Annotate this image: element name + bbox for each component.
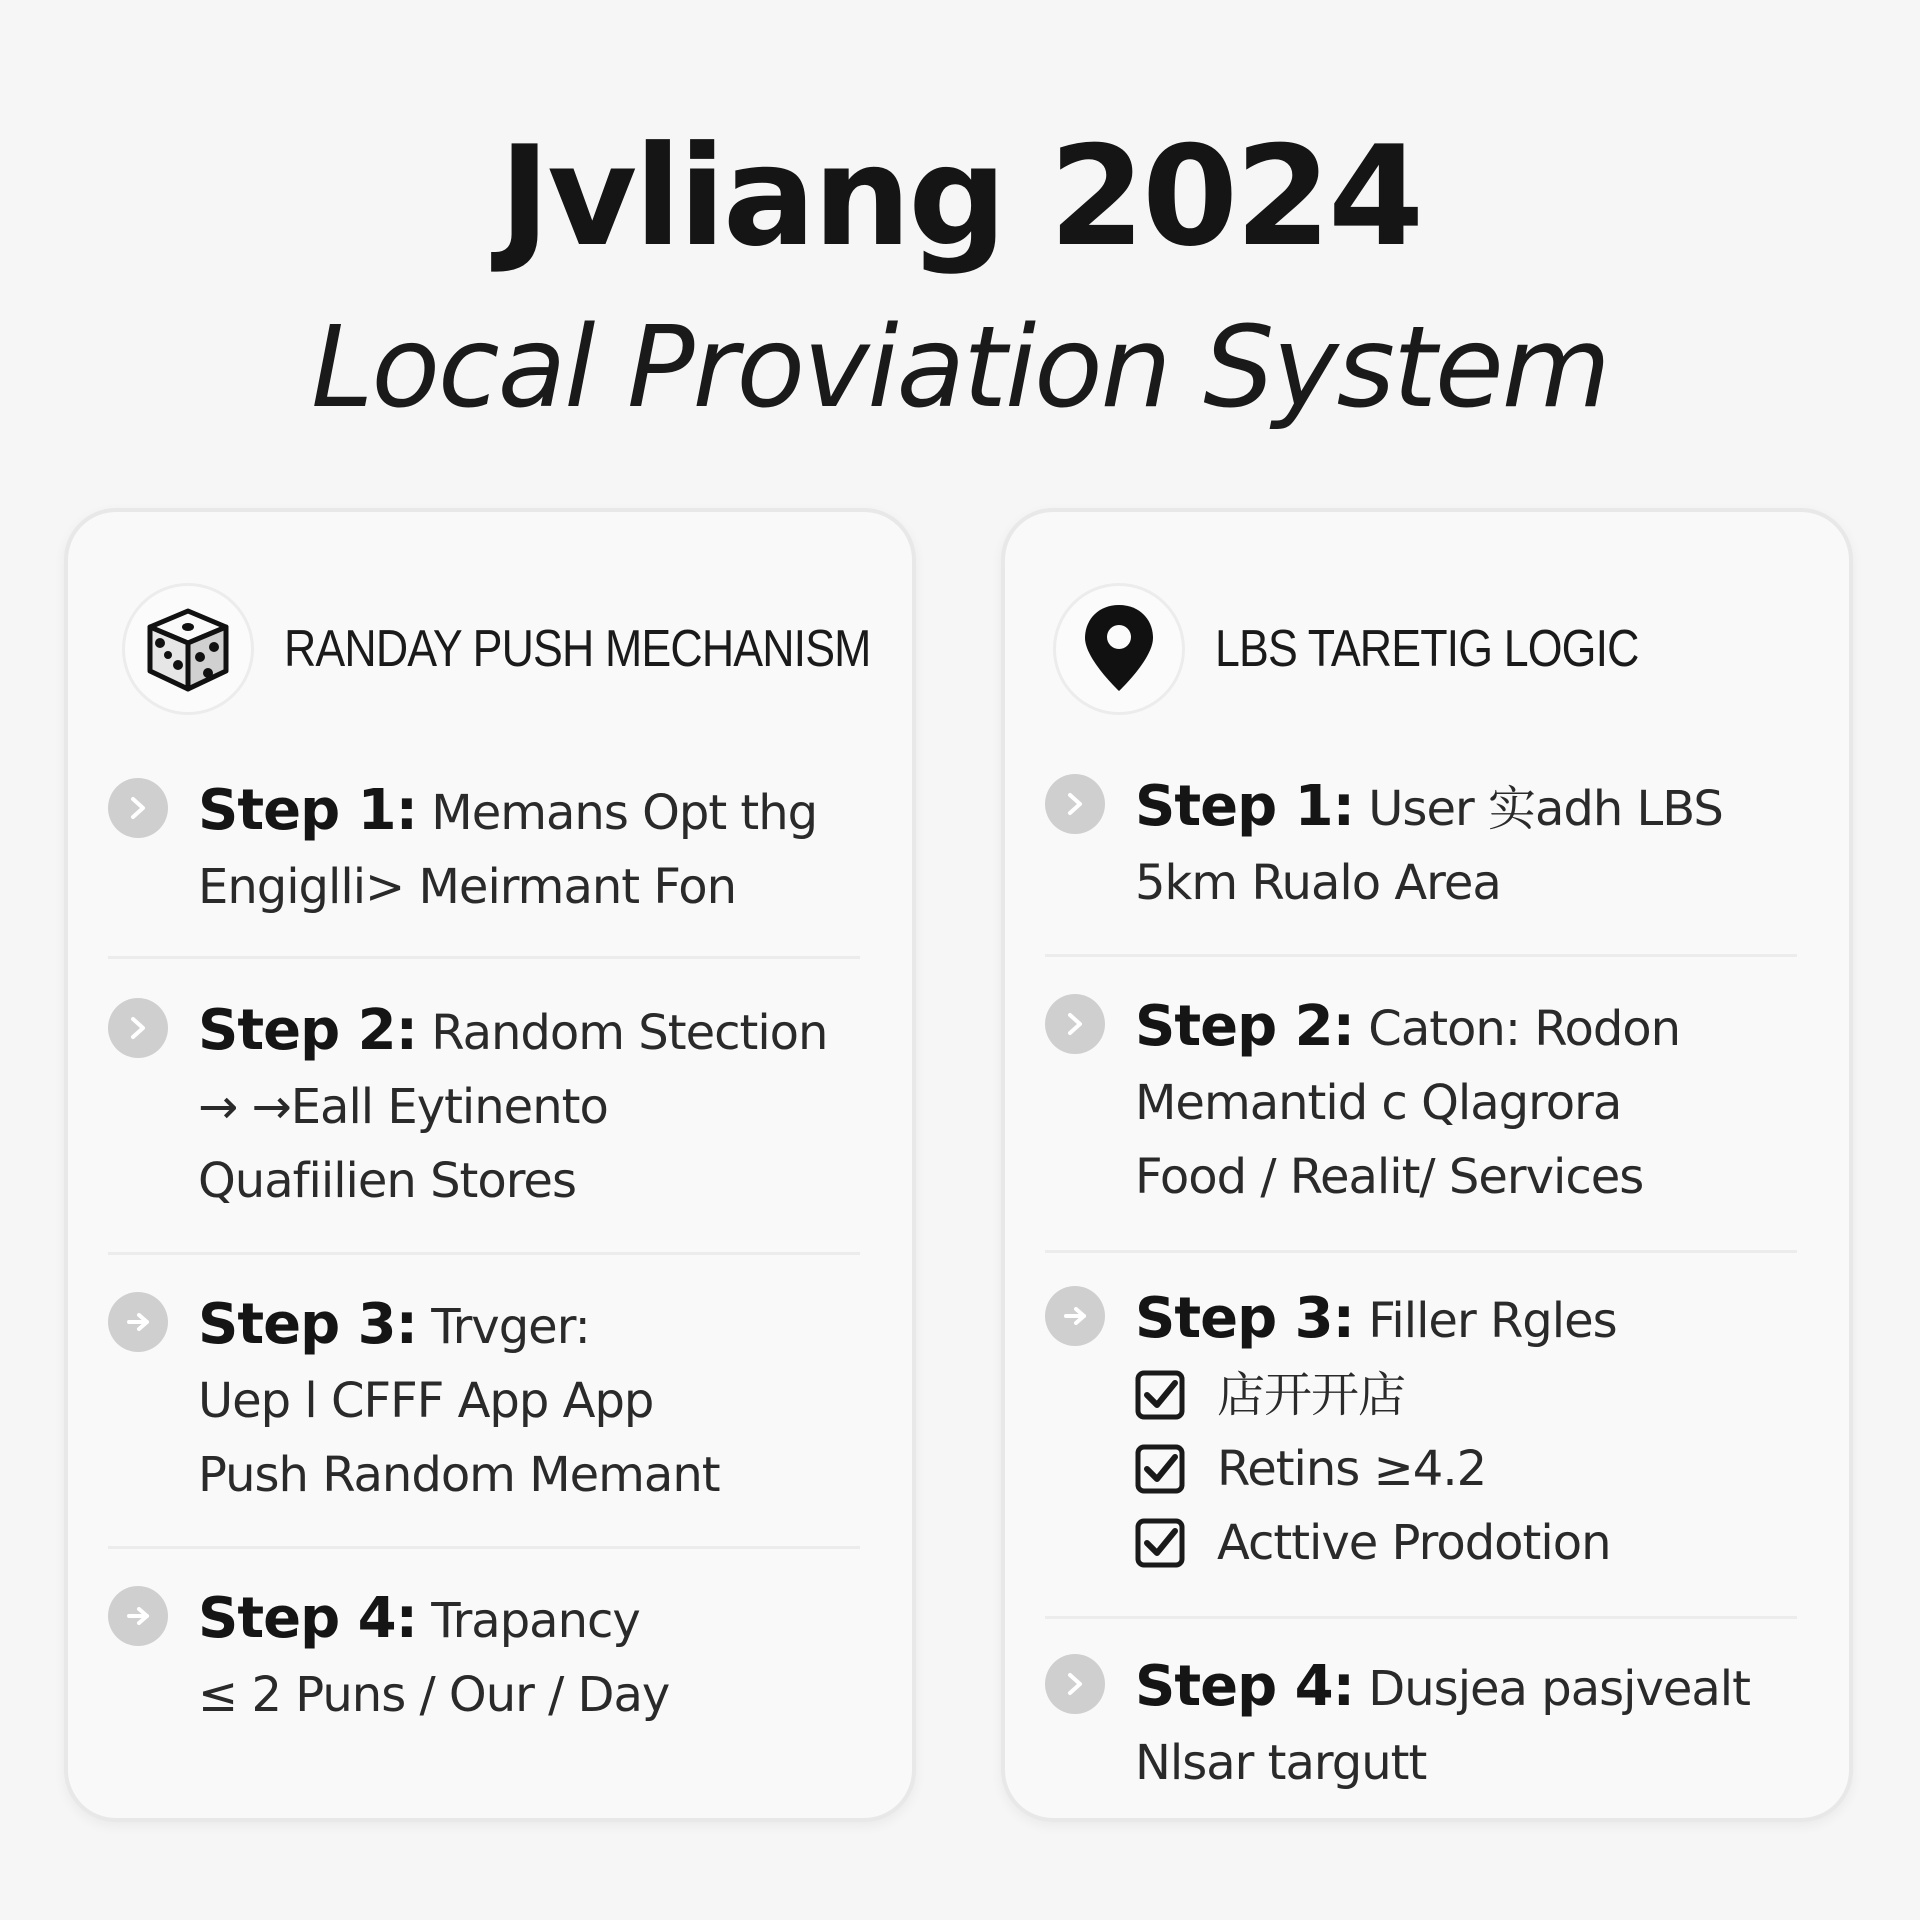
step-label: Step 2: xyxy=(198,998,418,1063)
card-title: LBS TARETIG LOGIC xyxy=(1215,620,1639,678)
step-1 xyxy=(1045,770,1809,920)
checkbox-checked-icon xyxy=(1135,1444,1185,1494)
step-line: User 实adh LBS xyxy=(1368,781,1723,837)
step-line: Trvger: xyxy=(431,1299,590,1355)
step-label: Step 3: xyxy=(1135,1286,1355,1351)
chevron-right-icon xyxy=(108,778,168,838)
dice-icon xyxy=(122,583,254,715)
step-line: 5km Rualo Area xyxy=(1135,855,1501,911)
card-header xyxy=(122,582,966,716)
filter-rule-label: 店开开店 xyxy=(1217,1367,1406,1423)
random-push-card xyxy=(64,508,916,1822)
step-label: Step 4: xyxy=(1135,1654,1355,1719)
divider xyxy=(108,1546,860,1549)
divider xyxy=(108,1252,860,1255)
chevron-right-icon xyxy=(108,998,168,1058)
step-label: Step 1: xyxy=(198,778,418,843)
step-label: Step 1: xyxy=(1135,774,1355,839)
filter-rule-label: Retins ≥4.2 xyxy=(1217,1441,1487,1497)
checkbox-checked-icon xyxy=(1135,1370,1185,1420)
step-line: Caton: Rodon xyxy=(1368,1001,1681,1057)
arrow-right-icon xyxy=(108,1586,168,1646)
step-line: Trapancy xyxy=(431,1593,640,1649)
step-line: ≤ 2 Puns / Our / Day xyxy=(198,1667,670,1723)
arrow-right-icon xyxy=(108,1292,168,1352)
step-3 xyxy=(1045,1282,1809,1580)
filter-rule-rating xyxy=(1135,1432,1809,1506)
filter-rule-promotion xyxy=(1135,1506,1809,1580)
divider xyxy=(1045,954,1797,957)
step-line: → →Eall Eytinento xyxy=(198,1079,608,1135)
divider xyxy=(1045,1250,1797,1253)
filter-rule-open xyxy=(1135,1358,1809,1432)
card-header xyxy=(1053,582,1708,716)
step-line: Uep l CFFF App App xyxy=(198,1373,654,1429)
step-line: Memans Opt thg xyxy=(431,785,818,841)
step-4 xyxy=(1045,1650,1809,1800)
divider xyxy=(108,956,860,959)
divider xyxy=(1045,1616,1797,1619)
step-line: Engiglli> Meirmant Fon xyxy=(198,859,737,915)
checkbox-checked-icon xyxy=(1135,1518,1185,1568)
step-label: Step 3: xyxy=(198,1292,418,1357)
step-3 xyxy=(108,1288,872,1512)
card-title: RANDAY PUSH MECHANISM xyxy=(284,620,871,678)
step-2 xyxy=(108,994,872,1218)
lbs-targeting-card xyxy=(1001,508,1853,1822)
page-subtitle: Local Proviation System xyxy=(311,303,1609,433)
chevron-right-icon xyxy=(1045,1654,1105,1714)
step-line: Memantid c Qlagrora xyxy=(1135,1075,1622,1131)
step-label: Step 4: xyxy=(198,1586,418,1651)
step-line: Food / Realit/ Services xyxy=(1135,1149,1644,1205)
step-line: Random Stection xyxy=(431,1005,828,1061)
step-4 xyxy=(108,1582,872,1732)
chevron-right-icon xyxy=(1045,774,1105,834)
step-line: Push Random Memant xyxy=(198,1447,720,1503)
arrow-right-icon xyxy=(1045,1286,1105,1346)
step-label: Step 2: xyxy=(1135,994,1355,1059)
step-1 xyxy=(108,774,872,924)
map-pin-icon xyxy=(1053,583,1185,715)
step-2 xyxy=(1045,990,1809,1214)
step-line: Dusjea pasjvealt xyxy=(1368,1661,1750,1717)
page-title: Jvliang 2024 xyxy=(498,116,1422,277)
filter-rule-label: Acttive Prodotion xyxy=(1217,1515,1611,1571)
step-line: Quafiilien Stores xyxy=(198,1153,576,1209)
chevron-right-icon xyxy=(1045,994,1105,1054)
step-line: Nlsar targutt xyxy=(1135,1735,1427,1791)
step-line: Filler Rgles xyxy=(1368,1293,1617,1349)
